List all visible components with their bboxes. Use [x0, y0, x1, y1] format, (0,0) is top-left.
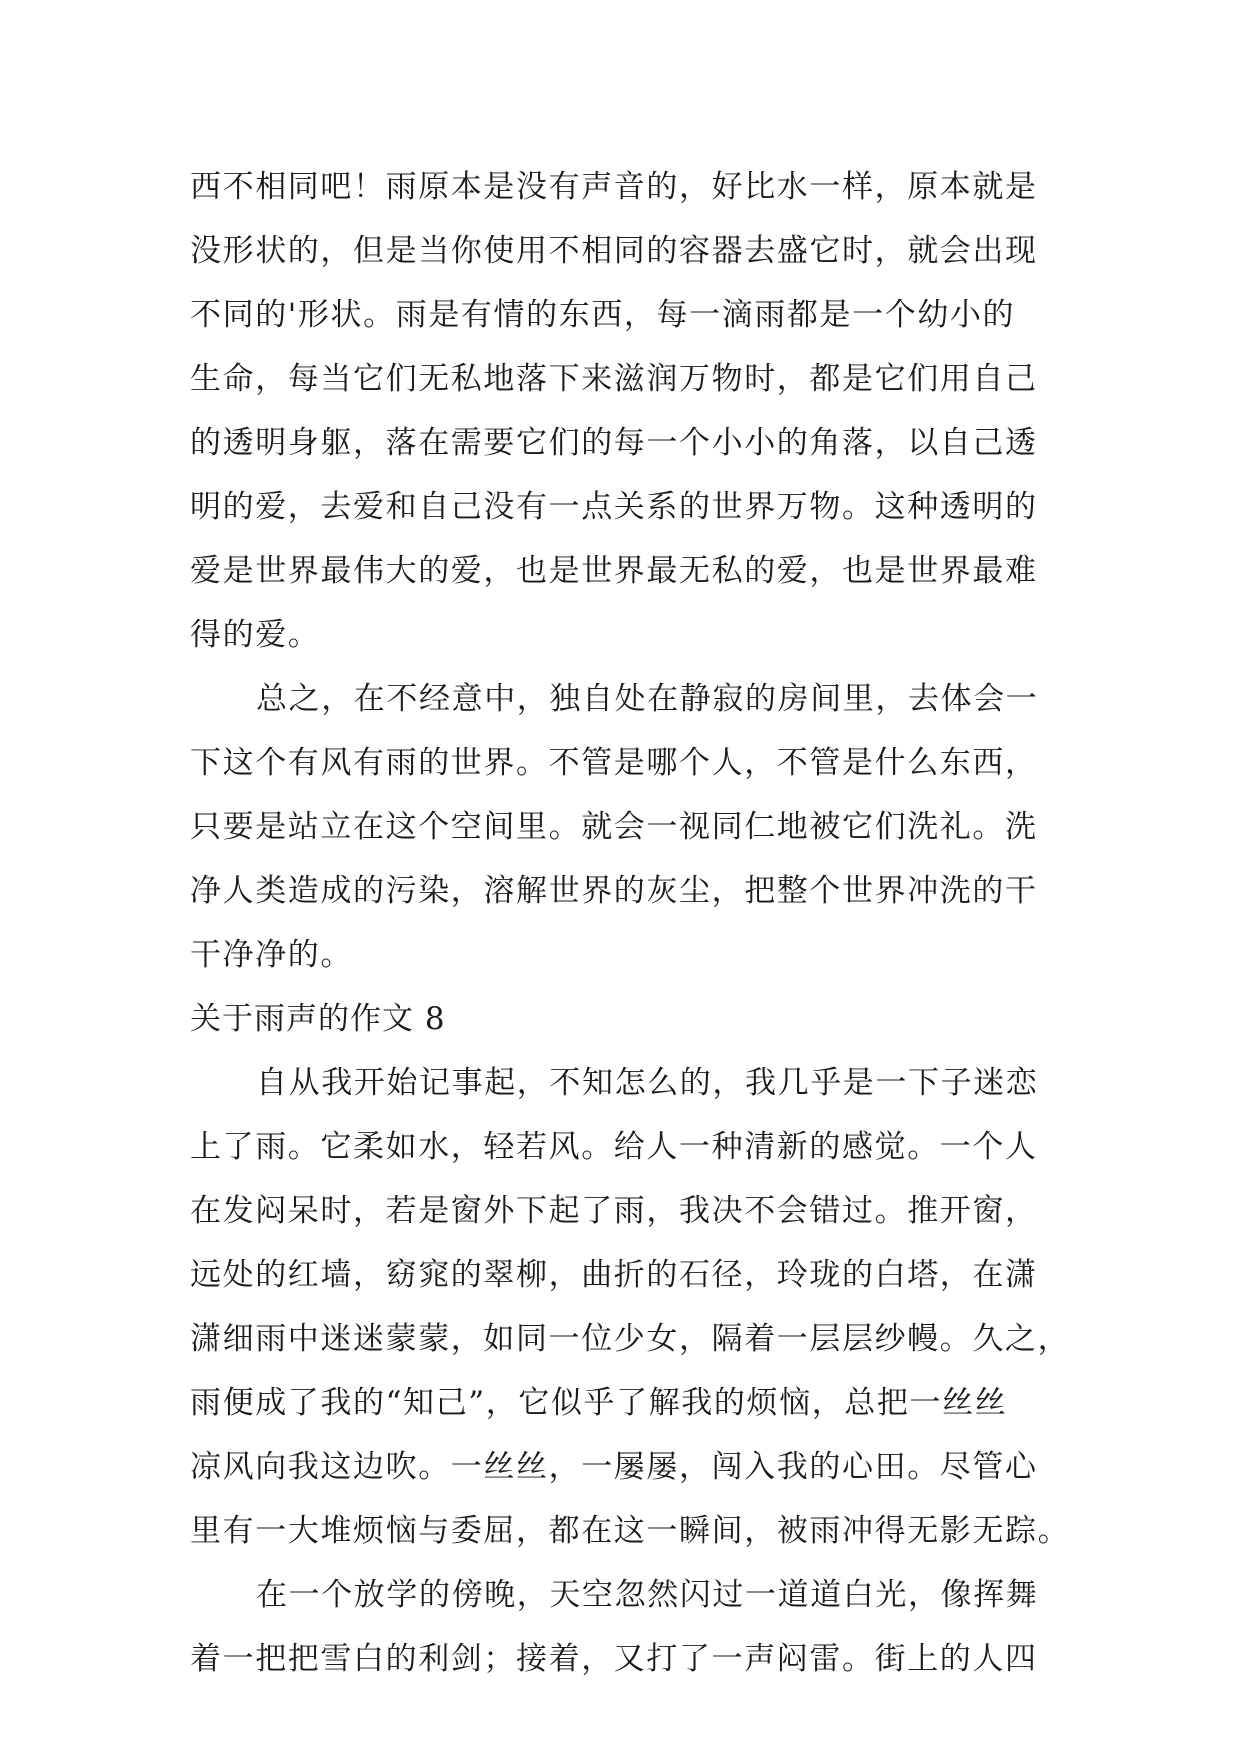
- text-line: 潇细雨中迷迷蒙蒙，如同一位少女，隔着一层层纱幔。久之，: [190, 1321, 1071, 1357]
- text-line: 不同的'形状。雨是有情的东西，每一滴雨都是一个幼小的: [190, 297, 1016, 333]
- text-line: 凉风向我这边吹。一丝丝，一屡屡，闯入我的心田。尽管心: [190, 1449, 1038, 1485]
- text-line: 西不相同吧！雨原本是没有声音的，好比水一样，原本就是: [190, 169, 1038, 205]
- section-heading: 关于雨声的作文 8: [190, 1001, 446, 1037]
- text-line: 没形状的，但是当你使用不相同的容器去盛它时，就会出现: [190, 233, 1038, 269]
- text-line: 得的爱。: [190, 617, 321, 653]
- text-line: 生命，每当它们无私地落下来滋润万物时，都是它们用自己: [190, 361, 1038, 397]
- document-body: [190, 155, 1070, 1691]
- text-line: 净人类造成的污染，溶解世界的灰尘，把整个世界冲洗的干: [190, 873, 1038, 909]
- text-line: 爱是世界最伟大的爱，也是世界最无私的爱，也是世界最难: [190, 553, 1038, 589]
- text-line: 着一把把雪白的利剑；接着，又打了一声闷雷。街上的人四: [190, 1641, 1038, 1677]
- paragraph-first-line: 在一个放学的傍晚，天空忽然闪过一道道白光，像挥舞: [256, 1577, 1039, 1613]
- paragraph-first-line: 自从我开始记事起，不知怎么的，我几乎是一下子迷恋: [256, 1065, 1039, 1101]
- text-line: 里有一大堆烦恼与委屈，都在这一瞬间，被雨冲得无影无踪。: [190, 1513, 1071, 1549]
- text-line: 的透明身躯，落在需要它们的每一个小小的角落，以自己透: [190, 425, 1038, 461]
- text-line: 在发闷呆时，若是窗外下起了雨，我决不会错过。推开窗，: [190, 1193, 1038, 1229]
- text-line: 雨便成了我的“知己”，它似乎了解我的烦恼，总把一丝丝: [190, 1385, 1008, 1421]
- text-line: 下这个有风有雨的世界。不管是哪个人，不管是什么东西，: [190, 745, 1038, 781]
- text-line: 上了雨。它柔如水，轻若风。给人一种清新的感觉。一个人: [190, 1129, 1038, 1165]
- text-line: 明的爱，去爱和自己没有一点关系的世界万物。这种透明的: [190, 489, 1038, 525]
- text-line: 干净净的。: [190, 937, 353, 973]
- text-line: 只要是站立在这个空间里。就会一视同仁地被它们洗礼。洗: [190, 809, 1038, 845]
- paragraph-first-line: 总之，在不经意中，独自处在静寂的房间里，去体会一: [256, 681, 1039, 717]
- text-line: 远处的红墙，窈窕的翠柳，曲折的石径，玲珑的白塔，在潇: [190, 1257, 1038, 1293]
